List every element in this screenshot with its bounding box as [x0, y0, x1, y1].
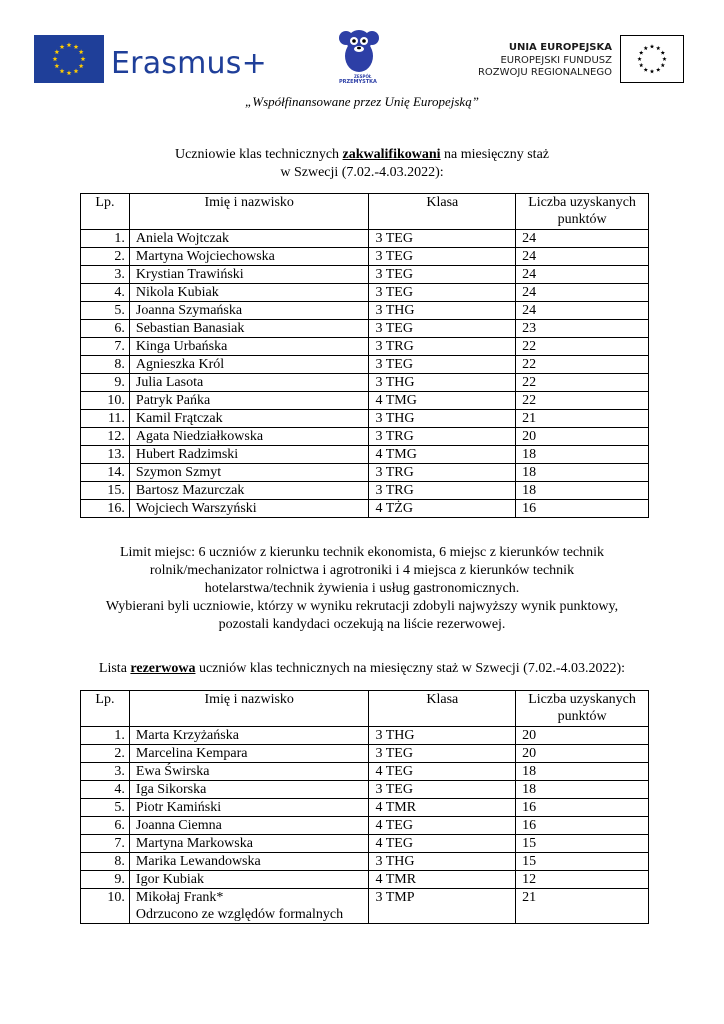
- star-icon: [661, 50, 665, 54]
- qualified-table: [80, 193, 649, 518]
- row-points: 16: [516, 817, 649, 835]
- star-icon: [81, 56, 86, 61]
- row-class: 3 THG: [369, 302, 516, 320]
- star-icon: [67, 70, 72, 75]
- info-line-5: pozostali kandydaci oczekują na liście rezerwowej.: [218, 617, 506, 632]
- row-lp: 2.: [81, 248, 130, 266]
- row-points: 22: [516, 356, 649, 374]
- star-icon: [54, 63, 59, 68]
- row-class: 3 TEG: [369, 266, 516, 284]
- table-row: [81, 356, 649, 374]
- info-line-4: Wybierani byli uczniowie, którzy w wyniku rekrutacji zdobyli najwyższy wynik punktowy,: [105, 599, 619, 614]
- reserve-heading-pre: Lista: [98, 661, 131, 676]
- reserve-heading-post: uczniów klas technicznych na miesięczny staż w Szwecji (7.02.-4.03.2022):: [195, 661, 626, 676]
- row-class: 3 TRG: [369, 482, 516, 500]
- row-class: 4 TMG: [369, 392, 516, 410]
- row-name: Kinga Urbańska: [129, 338, 369, 356]
- star-icon: [639, 63, 643, 67]
- table-row: [81, 727, 649, 745]
- row-name: Piotr Kamiński: [129, 799, 369, 817]
- cofinanced-note: „Współfinansowane przez Unię Europejską”: [245, 94, 479, 109]
- ue-line-1: UNIA EUROPEJSKA: [508, 42, 612, 53]
- row-points: 24: [516, 284, 649, 302]
- row-name: Wojciech Warszyński: [129, 500, 369, 518]
- table-row: [81, 446, 649, 464]
- table-row: [81, 817, 649, 835]
- row-points: 18: [516, 446, 649, 464]
- star-icon: [60, 44, 65, 49]
- row-name-text: Mikołaj Frank*: [135, 890, 224, 905]
- row-lp: 5.: [81, 302, 130, 320]
- column-header-points: Liczba uzyskanych punktów: [516, 194, 649, 230]
- row-name: Patryk Pańka: [129, 392, 369, 410]
- row-lp: 6.: [81, 320, 130, 338]
- row-lp: 8.: [81, 853, 130, 871]
- row-class: 3 TEG: [369, 745, 516, 763]
- table-row: [81, 482, 649, 500]
- row-name: Marcelina Kempara: [129, 745, 369, 763]
- info-line-2: rolnik/mechanizator rolnictwa i agrotroniki i 4 miejsca z kierunków technik: [149, 563, 575, 578]
- reserve-heading-bold: rezerwowa: [130, 661, 196, 676]
- row-class: 4 TEG: [369, 835, 516, 853]
- reserve-table: [80, 690, 649, 924]
- qualified-heading: [0, 146, 724, 182]
- row-lp: 12.: [81, 428, 130, 446]
- column-header-points: Liczba uzyskanych punktów: [516, 691, 649, 727]
- column-header-name: Imię i nazwisko: [129, 194, 369, 230]
- table-row: [81, 266, 649, 284]
- table-row: [81, 799, 649, 817]
- row-name: Bartosz Mazurczak: [129, 482, 369, 500]
- row-class: 3 THG: [369, 374, 516, 392]
- row-lp: 9.: [81, 871, 130, 889]
- table-row: [81, 745, 649, 763]
- eu-flag-outline-logo: [620, 35, 684, 83]
- table-row: [81, 338, 649, 356]
- table-row: [81, 428, 649, 446]
- row-points: 24: [516, 266, 649, 284]
- star-icon: [637, 57, 641, 61]
- star-icon: [661, 63, 665, 67]
- table-row: [81, 853, 649, 871]
- row-name: Martyna Markowska: [129, 835, 369, 853]
- star-icon: [650, 69, 654, 73]
- info-line-1: Limit miejsc: 6 uczniów z kierunku technik ekonomista, 6 miejsc z kierunków technik: [119, 545, 605, 560]
- table-row: [81, 320, 649, 338]
- row-name: Marika Lewandowska: [129, 853, 369, 871]
- row-name: Aniela Wojtczak: [129, 230, 369, 248]
- star-icon: [650, 44, 654, 48]
- column-header-class: Klasa: [369, 194, 516, 230]
- row-class: 3 TEG: [369, 284, 516, 302]
- row-class: 4 TMR: [369, 871, 516, 889]
- table-row: [81, 500, 649, 518]
- row-points: 12: [516, 871, 649, 889]
- qualified-heading-bold: zakwalifikowani: [342, 147, 441, 162]
- row-lp: 8.: [81, 356, 130, 374]
- row-name: Agnieszka Król: [129, 356, 369, 374]
- star-icon: [67, 42, 72, 47]
- row-points: 16: [516, 500, 649, 518]
- row-name: Agata Niedziałkowska: [129, 428, 369, 446]
- row-lp: 10.: [81, 392, 130, 410]
- row-points: 15: [516, 835, 649, 853]
- row-class: 3 TEG: [369, 356, 516, 374]
- row-class: 3 THG: [369, 727, 516, 745]
- eu-flag-logo: [34, 35, 104, 83]
- row-name: Sebastian Banasiak: [129, 320, 369, 338]
- row-class: 3 TMP: [369, 889, 516, 924]
- table-row: [81, 464, 649, 482]
- row-name: Martyna Wojciechowska: [129, 248, 369, 266]
- star-icon: [644, 67, 648, 71]
- row-lp: 4.: [81, 284, 130, 302]
- table-row: [81, 284, 649, 302]
- row-name: Ewa Świrska: [129, 763, 369, 781]
- row-name: Julia Lasota: [129, 374, 369, 392]
- column-header-name: Imię i nazwisko: [129, 691, 369, 727]
- column-header-class: Klasa: [369, 691, 516, 727]
- star-icon: [656, 46, 660, 50]
- row-class: 3 TEG: [369, 230, 516, 248]
- star-icon: [53, 56, 58, 61]
- row-name: Kamil Frątczak: [129, 410, 369, 428]
- row-lp: 10.: [81, 889, 130, 924]
- ue-line-3: ROZWOJU REGIONALNEGO: [477, 67, 612, 78]
- ue-line-2: EUROPEJSKI FUNDUSZ: [500, 54, 612, 66]
- star-icon: [54, 49, 59, 54]
- table-row: [81, 835, 649, 853]
- row-name: Joanna Szymańska: [129, 302, 369, 320]
- row-points: 18: [516, 464, 649, 482]
- eu-fund-text: [478, 42, 612, 80]
- row-lp: 7.: [81, 835, 130, 853]
- row-class: 3 TEG: [369, 781, 516, 799]
- row-lp: 4.: [81, 781, 130, 799]
- star-icon: [74, 44, 79, 49]
- row-points: 24: [516, 230, 649, 248]
- column-header-lp: Lp.: [81, 691, 130, 727]
- row-lp: 16.: [81, 500, 130, 518]
- row-lp: 3.: [81, 266, 130, 284]
- row-name: Marta Krzyżańska: [129, 727, 369, 745]
- row-class: 3 TEG: [369, 320, 516, 338]
- table-row: [81, 230, 649, 248]
- row-lp: 9.: [81, 374, 130, 392]
- row-lp: 14.: [81, 464, 130, 482]
- row-points: 22: [516, 392, 649, 410]
- star-icon: [79, 49, 84, 54]
- row-name: Hubert Radzimski: [129, 446, 369, 464]
- table-row: [81, 374, 649, 392]
- row-lp: 1.: [81, 727, 130, 745]
- table-row: [81, 392, 649, 410]
- erasmus-logo-text: Erasmus+: [111, 46, 267, 81]
- limit-info-paragraph: [0, 544, 724, 634]
- row-class: 3 TRG: [369, 464, 516, 482]
- row-name: Krystian Trawiński: [129, 266, 369, 284]
- row-name: [129, 889, 369, 924]
- table-row: [81, 410, 649, 428]
- row-points: 15: [516, 853, 649, 871]
- row-points: 22: [516, 374, 649, 392]
- star-icon: [60, 69, 65, 74]
- row-class: 3 THG: [369, 853, 516, 871]
- row-points: 18: [516, 781, 649, 799]
- table-row: [81, 889, 649, 924]
- row-points: 16: [516, 799, 649, 817]
- row-points: 21: [516, 889, 649, 924]
- row-name: Nikola Kubiak: [129, 284, 369, 302]
- table-row: [81, 248, 649, 266]
- row-class: 3 TEG: [369, 248, 516, 266]
- star-icon: [644, 46, 648, 50]
- row-class: 4 TŻG: [369, 500, 516, 518]
- row-class: 4 TEG: [369, 763, 516, 781]
- qualified-heading-line2: w Szwecji (7.02.-4.03.2022):: [280, 165, 444, 180]
- row-class: 3 TRG: [369, 338, 516, 356]
- row-points: 20: [516, 428, 649, 446]
- row-points: 23: [516, 320, 649, 338]
- row-points: 20: [516, 727, 649, 745]
- row-lp: 3.: [81, 763, 130, 781]
- rejected-note: Odrzucono ze względów formalnych: [135, 907, 344, 922]
- row-points: 20: [516, 745, 649, 763]
- table-row: [81, 871, 649, 889]
- row-name: Iga Sikorska: [129, 781, 369, 799]
- mascot-caption-1: ZESPÓŁ: [354, 74, 372, 79]
- info-line-3: hotelarstwa/technik żywienia i usług gastronomicznych.: [204, 581, 520, 596]
- row-lp: 5.: [81, 799, 130, 817]
- row-points: 21: [516, 410, 649, 428]
- row-points: 18: [516, 482, 649, 500]
- star-icon: [639, 50, 643, 54]
- table-row: [81, 781, 649, 799]
- row-points: 22: [516, 338, 649, 356]
- star-icon: [74, 69, 79, 74]
- qualified-heading-pre: Uczniowie klas technicznych: [174, 147, 343, 162]
- column-header-lp: Lp.: [81, 194, 130, 230]
- row-class: 3 THG: [369, 410, 516, 428]
- row-lp: 13.: [81, 446, 130, 464]
- row-points: 18: [516, 763, 649, 781]
- qualified-heading-post: na miesięczny staż: [440, 147, 549, 162]
- school-mascot-logo: [334, 26, 384, 76]
- row-class: 4 TMR: [369, 799, 516, 817]
- mascot-caption-2: PRZEMYSTKA: [339, 79, 377, 85]
- reserve-heading: [0, 660, 724, 678]
- row-name: Igor Kubiak: [129, 871, 369, 889]
- star-icon: [662, 57, 666, 61]
- star-icon: [79, 63, 84, 68]
- row-class: 4 TMG: [369, 446, 516, 464]
- row-name: Joanna Ciemna: [129, 817, 369, 835]
- table-row: [81, 302, 649, 320]
- row-class: 3 TRG: [369, 428, 516, 446]
- row-points: 24: [516, 302, 649, 320]
- row-lp: 1.: [81, 230, 130, 248]
- row-name: Szymon Szmyt: [129, 464, 369, 482]
- row-lp: 6.: [81, 817, 130, 835]
- row-lp: 7.: [81, 338, 130, 356]
- row-lp: 11.: [81, 410, 130, 428]
- star-icon: [656, 67, 660, 71]
- row-class: 4 TEG: [369, 817, 516, 835]
- row-lp: 15.: [81, 482, 130, 500]
- row-points: 24: [516, 248, 649, 266]
- table-row: [81, 763, 649, 781]
- row-lp: 2.: [81, 745, 130, 763]
